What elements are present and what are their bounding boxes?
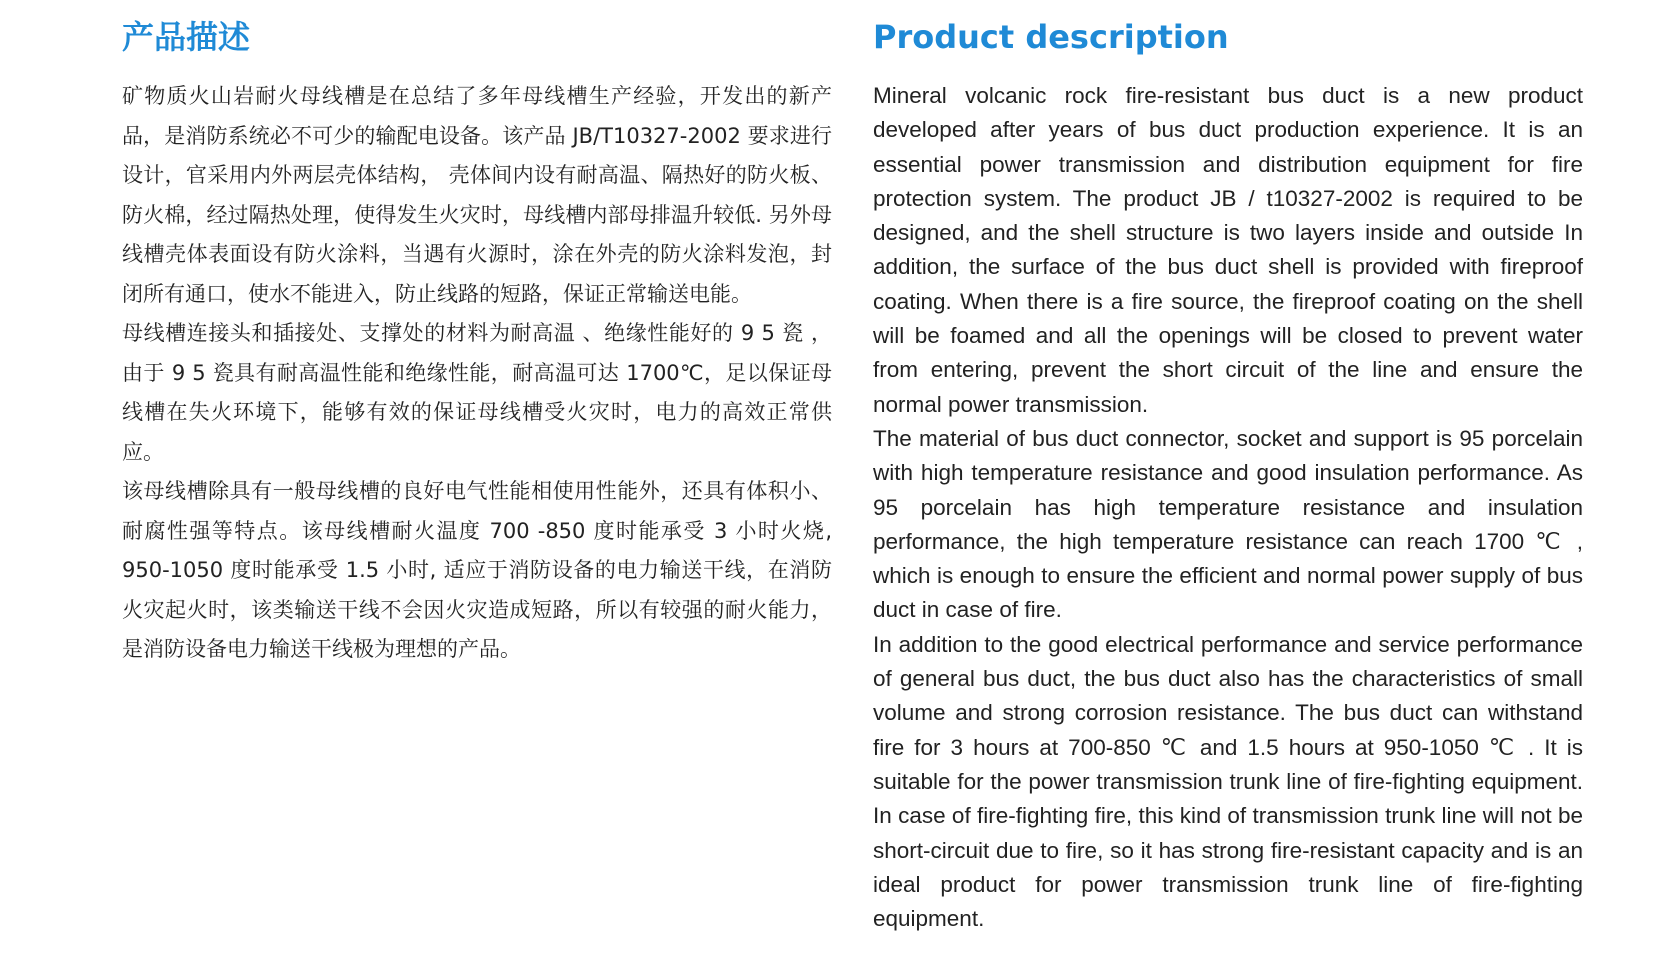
english-paragraph-2: The material of bus duct connector, socket and support is 95 porcelain with high temperature resistance and good insulation performance. As 95 porcelain has high temperature resistance and insulation performance, the high temperature resistance can reach 1700 ℃ , which is enough to ensure the efficient and normal power supply of bus duct in case of fire. — [873, 425, 1583, 623]
chinese-body — [122, 77, 832, 670]
chinese-heading: 产品描述 — [122, 18, 251, 56]
english-heading: Product description — [873, 18, 1229, 56]
english-paragraph-1: Mineral volcanic rock fire-resistant bus duct is a new product developed after years of bus duct production experience. It is an essential power transmission and distribution equipment for fire protection system. The product JB / t10327-2002 is required to be designed, and the shell structure is two layers inside and outside In addition, the surface of the bus duct shell is provided with fireproof coating. When there is a fire source, the fireproof coating on the shell will be foamed and all the openings will be closed to prevent water from entering, prevent the short circuit of the line and ensure the normal power transmission. — [873, 83, 1583, 417]
chinese-paragraph-1: 矿物质火山岩耐火母线槽是在总结了多年母线槽生产经验，开发出的新产品，是消防系统必不可少的输配电设备。该产品 JB/T10327-2002 要求进行设计，官采用内外两层壳体结构， 壳体间内设有耐高温、隔热好的防火板、防火棉，经过隔热处理，使得发生火灾时，母线槽内部母排温升较低. 另外母线槽壳体表面设有防火涂料，当遇有火源时，涂在外壳的防火涂料发泡，封闭所有通口，使水不能进入，防止线路的短路，保证正常输送电能。 — [122, 84, 832, 306]
chinese-paragraph-2: 母线槽连接头和插接处、支撑处的材料为耐高温 、绝缘性能好的 9 5 瓷 ，由于 9 5 瓷具有耐高温性能和绝缘性能，耐高温可达 1700℃，足以保证母线槽在失火环境下，能够有效的保证母线槽受火灾时，电力的高效正常供应。 — [122, 321, 832, 464]
english-section — [873, 0, 1583, 936]
english-body — [873, 79, 1583, 936]
chinese-paragraph-3: 该母线槽除具有一般母线槽的良好电气性能相使用性能外，还具有体积小、耐腐性强等特点。该母线槽耐火温度 700 -850 度时能承受 3 小时火烧, 950-1050 度时能承受 1.5 小时, 适应于消防设备的电力输送干线，在消防火灾起火时，该类输送干线不会因火灾造成短路，所以有较强的耐火能力，是消防设备电力输送干线极为理想的产品。 — [122, 479, 832, 661]
english-paragraph-3: In addition to the good electrical performance and service performance of general bus duct, the bus duct also has the characteristics of small volume and strong corrosion resistance. The bus duct can withstand fire for 3 hours at 700-850 ℃ and 1.5 hours at 950-1050 ℃ . It is suitable for the power transmission trunk line of fire-fighting equipment. In case of fire-fighting fire, this kind of transmission trunk line will not be short-circuit due to fire, so it has strong fire-resistant capacity and is an ideal product for power transmission trunk line of fire-fighting equipment. — [873, 631, 1583, 932]
chinese-section — [122, 0, 832, 670]
